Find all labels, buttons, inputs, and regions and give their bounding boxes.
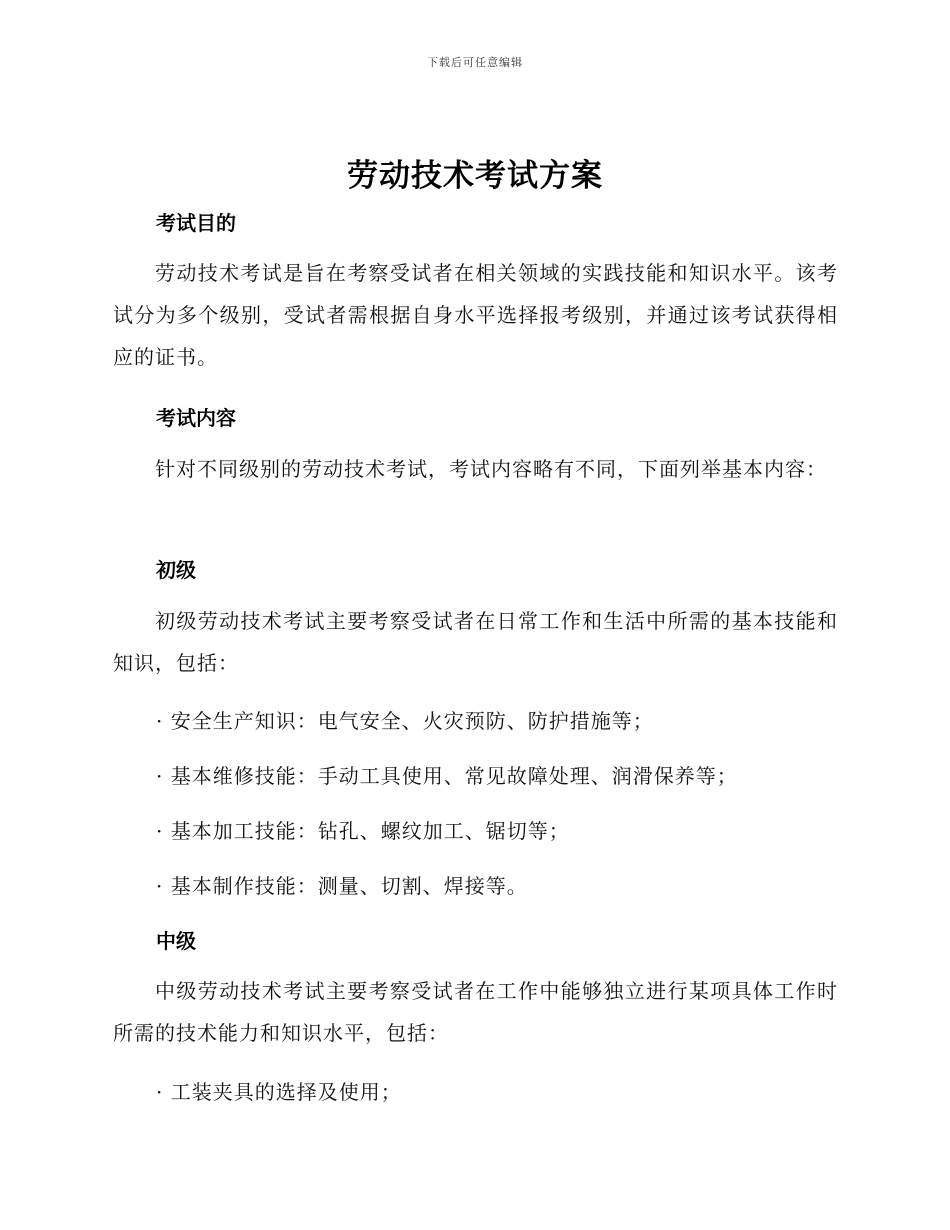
list-item-primary: · 基本制作技能：测量、切割、焊接等。	[156, 874, 528, 898]
list-item-intermediate: · 工装夹具的选择及使用；	[156, 1080, 402, 1104]
paragraph-intermediate: 中级劳动技术考试主要考察受试者在工作中能够独立进行某项具体工作时所需的技术能力和知识水平，包括：	[113, 979, 838, 1045]
document-title: 劳动技术考试方案	[347, 158, 603, 194]
list-item-primary: · 安全生产知识：电气安全、火灾预防、防护措施等；	[156, 709, 654, 733]
paragraph-primary: 初级劳动技术考试主要考察受试者在日常工作和生活中所需的基本技能和知识，包括：	[113, 609, 838, 675]
section-heading-intermediate: 中级	[156, 929, 196, 953]
paragraph-purpose: 劳动技术考试是旨在考察受试者在相关领域的实践技能和知识水平。该考试分为多个级别，受试者需根据自身水平选择报考级别，并通过该考试获得相应的证书。	[113, 261, 838, 369]
paragraph-content: 针对不同级别的劳动技术考试，考试内容略有不同，下面列举基本内容：	[155, 457, 827, 481]
list-item-primary: · 基本维修技能：手动工具使用、常见故障处理、润滑保养等；	[156, 764, 738, 788]
section-heading-content: 考试内容	[156, 406, 236, 430]
list-item-primary: · 基本加工技能：钻孔、螺纹加工、锯切等；	[156, 819, 570, 843]
section-heading-purpose: 考试目的	[156, 211, 236, 235]
header-note: 下载后可任意编辑	[427, 56, 523, 69]
section-heading-primary: 初级	[156, 558, 196, 582]
